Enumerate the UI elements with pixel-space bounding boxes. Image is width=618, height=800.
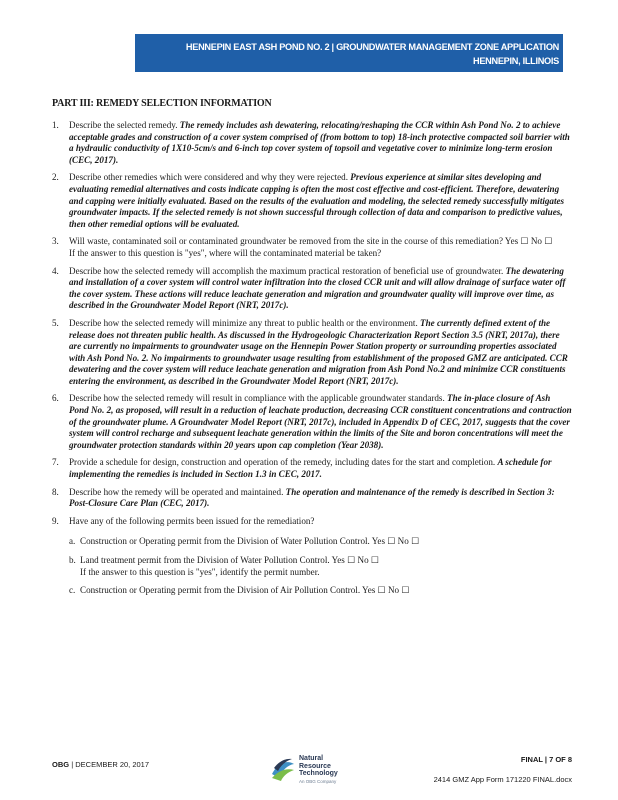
question-item-7 xyxy=(52,457,572,480)
item-number: 5. xyxy=(52,317,59,328)
subitem-text: Construction or Operating permit from the Division of Water Pollution Control. Yes ☐ No ☐ xyxy=(80,536,420,547)
follow-up-text: If the answer to this question is "yes", identify the permit number. xyxy=(80,566,320,577)
page-number: FINAL | 7 OF 8 xyxy=(520,755,572,764)
question-text: Describe how the selected remedy will minimize any threat to public health or the environment. xyxy=(69,317,421,328)
subitem-text: Construction or Operating permit from the Division of Air Pollution Control. Yes ☐ No ☐ xyxy=(80,585,410,596)
logo-line-1: Natural xyxy=(299,755,324,762)
response-text: A schedule for implementing the remedies is included in Section 1.3 in CEC, 2017. xyxy=(69,457,552,480)
item-number: 1. xyxy=(52,120,59,130)
header-location: HENNEPIN, ILLINOIS xyxy=(473,56,559,66)
item-number: 6. xyxy=(52,393,59,404)
footer-org: OBG xyxy=(52,760,70,769)
question-item-5 xyxy=(52,318,572,388)
subitem-letter: a. xyxy=(69,536,76,547)
response-text: The in-place closure of Ash Pond No. 2, as proposed, will result in a reduction of leachate production, decreasing CCR constituent concentrations and contraction of the groundwater plume. A Groundwater Model Report (NRT, 2017c), included in Appendix D of CEC, 2017, suggests that the cover system will control recharge and subsequent leachate generation within the limits of the Site and boron concentrations will meet the groundwater protection standards within 20 years upon cap completion (Year 2038). xyxy=(69,393,572,450)
question-item-8 xyxy=(52,487,572,510)
question-item-2 xyxy=(52,172,572,230)
question-item-4 xyxy=(52,266,572,312)
permit-subitem-c xyxy=(52,585,572,597)
question-text: Provide a schedule for design, construction and operation of the remedy, including dates for the start and completion. xyxy=(69,457,498,468)
question-text: Describe other remedies which were considered and why they were rejected. xyxy=(69,172,351,183)
follow-up-text: If the answer to this question is "yes", where will the contaminated material be taken? xyxy=(69,247,382,258)
section-title: PART III: REMEDY SELECTION INFORMATION xyxy=(52,98,272,109)
response-text: The remedy includes ash dewatering, relocating/reshaping the CCR within Ash Pond No. 2 to achieve acceptable grades and construction of a cover system comprised of (from bottom to top) 18-inch protective compacted soil barrier with a hydraulic conductivity of 1X10-5cm/s and 6-inch top cover system of topsoil and vegetative cover to minimize long-term erosion (CEC, 2017). xyxy=(69,120,570,165)
logo-line-2: Resource xyxy=(299,762,331,770)
logo-mark-icon xyxy=(270,756,296,782)
footer-right xyxy=(434,750,572,790)
response-text: The operation and maintenance of the remedy is described in Section 3: Post-Closure Care Plan (CEC, 2017). xyxy=(69,486,555,509)
logo-tagline: An OBG Company xyxy=(299,778,337,784)
item-number: 4. xyxy=(52,265,59,276)
question-text: Describe how the selected remedy will accomplish the maximum practical restoration of beneficial use of groundwater. xyxy=(69,265,506,276)
question-text: Will waste, contaminated soil or contaminated groundwater be removed from the site in the course of this remediation? Yes ☐ No ☐ xyxy=(69,236,553,247)
question-text: Describe the selected remedy. xyxy=(69,120,180,130)
permit-subitem-b xyxy=(52,555,572,578)
item-number: 7. xyxy=(52,457,59,468)
response-text: The currently defined extent of the release does not threaten public health. As discussed in the Hydrogeologic Characterization Report Section 3.5 (NRT, 2017a), there are currently no impairments to groundwater usage on the Hennepin Power Station property or surrounding properties associated with Ash Pond No. 2. No impairments to groundwater usage resulting from establishment of the proposed GMZ are anticipated. CCR dewatering and the cover system will reduce leachate generation and migration from Ash Pond No.2 and minimize CCR constituents entering the environment, as described in the Groundwater Model Report (NRT, 2017c). xyxy=(69,317,568,386)
question-text: Have any of the following permits been issued for the remediation? xyxy=(69,515,315,526)
header-title: HENNEPIN EAST ASH POND NO. 2 | GROUNDWATER MANAGEMENT ZONE APPLICATION xyxy=(185,42,559,52)
response-text: The dewatering and installation of a cover system will control water infiltration into the closed CCR unit and will allow drainage of surface water off the cover system. These actions will reduce leachate generation and migration and groundwater quality will improve over time, as described in the Groundwater Model Report (NRT, 2017c). xyxy=(69,265,566,311)
question-text: Describe how the selected remedy will result in compliance with the applicable groundwater standards. xyxy=(69,393,448,404)
question-list xyxy=(52,120,572,604)
item-number: 9. xyxy=(52,515,59,526)
company-logo xyxy=(270,754,390,788)
question-text: Describe how the remedy will be operated and maintained. xyxy=(69,486,286,497)
logo-text xyxy=(299,755,338,785)
item-number: 2. xyxy=(52,172,59,183)
response-text: Previous experience at similar sites developing and evaluating remedial alternatives and costs indicate capping is often the most cost effective and cost-efficient. Therefore, dewatering and capping were initially evaluated. Based on the results of the evaluation and modeling, the selected remedy successfully mitigates groundwater impacts. If the selected remedy is not shown successful through collection of data and comparison to predictive values, then other remedial options will be evaluated. xyxy=(69,172,565,229)
question-item-9 xyxy=(52,516,572,528)
footer-separator: | xyxy=(71,760,76,769)
file-name: 2414 GMZ App Form 171220 FINAL.docx xyxy=(433,775,572,784)
header-banner xyxy=(135,34,563,72)
question-item-6 xyxy=(52,393,572,451)
logo-line-3: Technology xyxy=(299,770,338,778)
item-number: 3. xyxy=(52,236,59,247)
subitem-text: Land treatment permit from the Division of Water Pollution Control. Yes ☐ No ☐ xyxy=(80,555,380,565)
subitem-letter: b. xyxy=(69,555,76,565)
question-item-3 xyxy=(52,236,572,259)
subitem-letter: c. xyxy=(69,585,76,596)
footer-left xyxy=(52,760,149,769)
question-item-1 xyxy=(52,120,572,166)
footer-date: DECEMBER 20, 2017 xyxy=(75,760,150,769)
permit-subitem-a xyxy=(52,536,572,548)
item-number: 8. xyxy=(52,486,59,497)
